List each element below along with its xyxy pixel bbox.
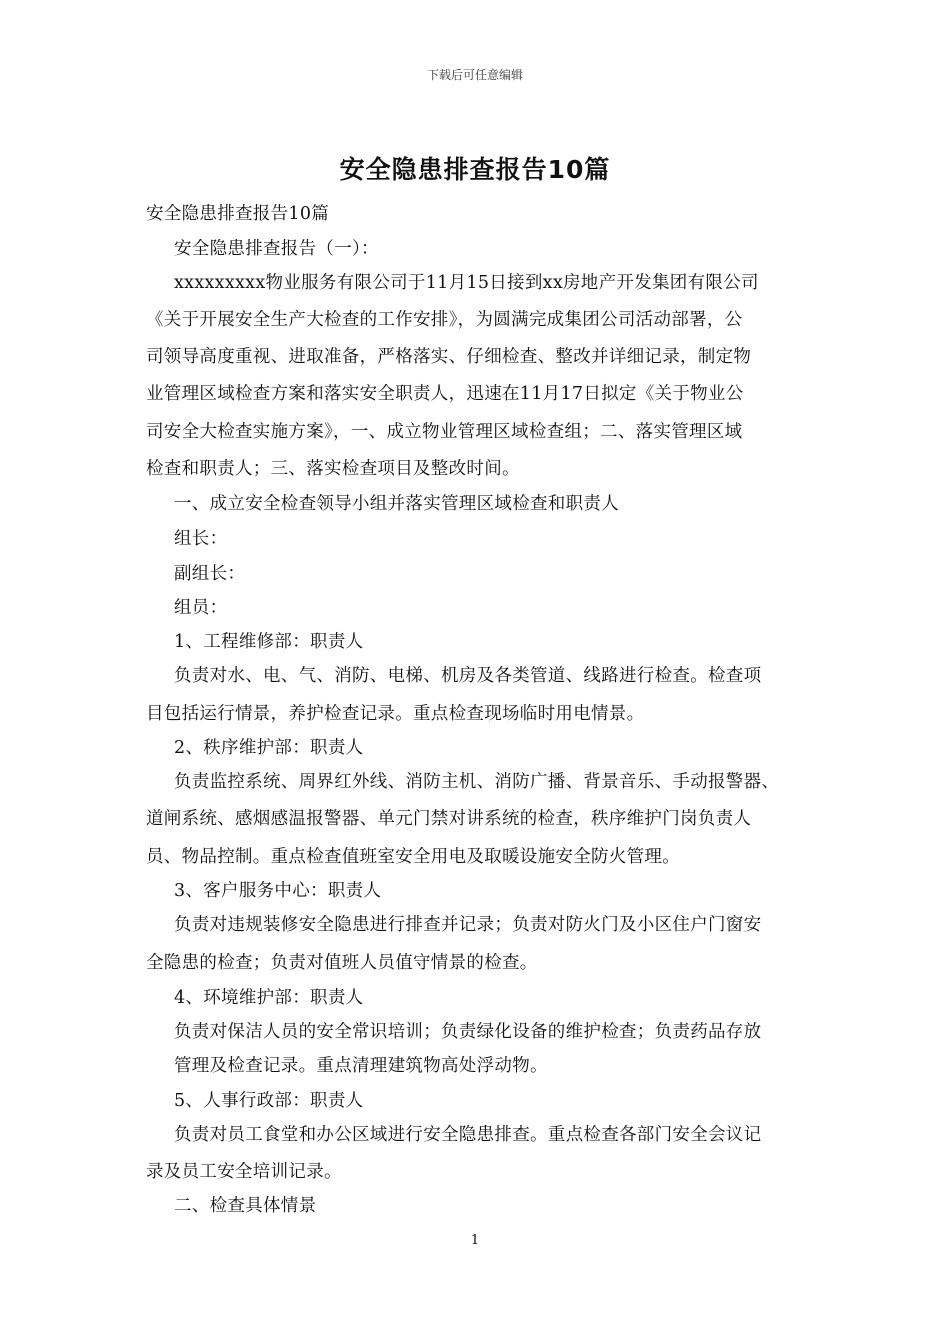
page-header-note: 下载后可任意编辑 (426, 68, 523, 82)
body-line: 组长： (174, 529, 228, 549)
body-line: 检查和职责人；三、落实检查项目及整改时间。 (146, 459, 520, 479)
body-line: 2、秩序维护部：职责人 (174, 738, 364, 758)
body-line: 全隐患的检查；负责对值班人员值守情景的检查。 (146, 953, 538, 973)
body-line: 负责对违规装修安全隐患进行排查并记录；负责对防火门及小区住户门窗安 (174, 915, 762, 935)
body-line: 道闸系统、感烟感温报警器、单元门禁对讲系统的检查，秩序维护门岗负责人 (146, 809, 752, 829)
body-line: 负责对员工食堂和办公区域进行安全隐患排查。重点检查各部门安全会议记 (174, 1125, 762, 1145)
body-line: 录及员工安全培训记录。 (146, 1162, 342, 1182)
body-line: 4、环境维护部：职责人 (174, 988, 364, 1008)
body-line: 司领导高度重视、进取准备，严格落实、仔细检查、整改并详细记录，制定物 (146, 347, 752, 367)
body-line: 二、检查具体情景 (174, 1196, 317, 1216)
body-line: 管理及检查记录。重点清理建筑物高处浮动物。 (174, 1056, 548, 1076)
body-line: 1、工程维修部：职责人 (174, 632, 364, 652)
page-number: 1 (470, 1233, 480, 1248)
body-line: 负责对水、电、气、消防、电梯、机房及各类管道、线路进行检查。检查项 (174, 666, 762, 686)
body-line: 5、人事行政部：职责人 (174, 1091, 364, 1111)
body-line: 安全隐患排查报告（一）： (174, 239, 379, 259)
body-line: 负责监控系统、周界红外线、消防主机、消防广播、背景音乐、手动报警器、 (174, 772, 780, 792)
body-line: xxxxxxxxx物业服务有限公司于11月15日接到xx房地产开发集团有限公司 (174, 273, 759, 293)
body-line: 员、物品控制。重点检查值班室安全用电及取暖设施安全防火管理。 (146, 847, 680, 867)
document-title: 安全隐患排查报告10篇 (339, 155, 611, 184)
body-line: 组员： (174, 598, 228, 618)
body-line: 一、成立安全检查领导小组并落实管理区域检查和职责人 (174, 494, 619, 514)
body-line: 司安全大检查实施方案》，一、成立物业管理区域检查组；二、落实管理区域 (146, 422, 743, 442)
body-line: 3、客户服务中心：职责人 (174, 881, 382, 901)
body-line: 业管理区域检查方案和落实安全职责人，迅速在11月17日拟定《关于物业公 (146, 384, 744, 404)
body-line: 《关于开展安全生产大检查的工作安排》，为圆满完成集团公司活动部署，公 (146, 310, 743, 330)
body-line: 负责对保洁人员的安全常识培训；负责绿化设备的维护检查；负责药品存放 (174, 1022, 762, 1042)
body-line: 安全隐患排查报告10篇 (146, 204, 330, 224)
body-line: 副组长： (174, 564, 246, 584)
body-line: 目包括运行情景，养护检查记录。重点检查现场临时用电情景。 (146, 704, 645, 724)
